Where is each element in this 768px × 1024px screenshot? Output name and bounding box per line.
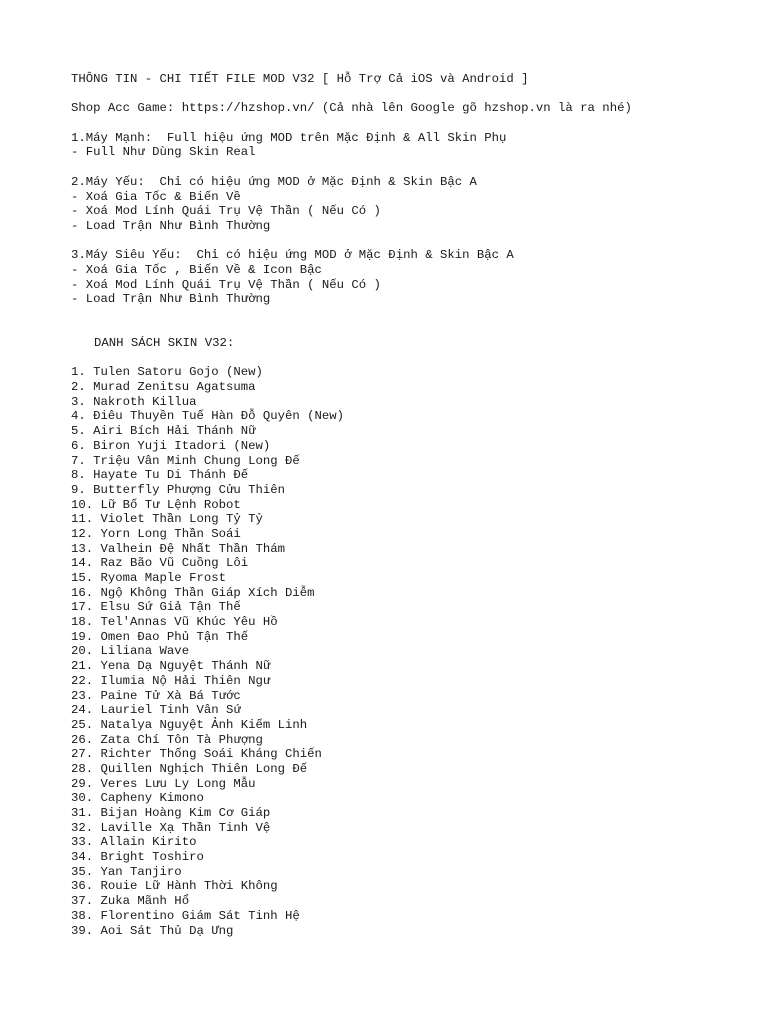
skin-list-item: 1. Tulen Satoru Gojo (New): [71, 365, 263, 380]
skin-list-item: 3. Nakroth Killua: [71, 394, 197, 409]
device-section-3: [71, 248, 751, 307]
skin-list-item: 32. Laville Xạ Thần Tinh Vệ: [71, 820, 271, 835]
document-title: THÔNG TIN - CHI TIẾT FILE MOD V32 [ Hỗ Trợ Cả iOS và Android ]: [71, 72, 529, 86]
skin-list-item: 5. Airi Bích Hải Thánh Nữ: [71, 424, 256, 439]
section-bullet: - Xoá Mod Lính Quái Trụ Vệ Thần ( Nếu Có ): [71, 204, 381, 219]
skin-list-item: 11. Violet Thần Long Tỷ Tỷ: [71, 512, 263, 527]
device-section-2: [71, 175, 751, 234]
skin-list-item: 29. Veres Lưu Ly Long Mẫu: [71, 776, 256, 791]
skin-list-item: 21. Yena Dạ Nguyệt Thánh Nữ: [71, 659, 271, 674]
skin-list-item: 13. Valhein Đệ Nhất Thần Thám: [71, 541, 286, 556]
skin-list-item: 7. Triệu Vân Minh Chung Long Đế: [71, 453, 300, 468]
skin-list-item: 18. Tel'Annas Vũ Khúc Yêu Hồ: [71, 615, 278, 630]
skin-list-item: 2. Murad Zenitsu Agatsuma: [71, 380, 256, 395]
skin-list-item: 10. Lữ Bố Tư Lệnh Robot: [71, 497, 241, 512]
skin-list-item: 31. Bijan Hoàng Kim Cơ Giáp: [71, 806, 271, 820]
section-bullet: - Xoá Gia Tốc & Biến Về: [71, 189, 241, 204]
document-page: [71, 72, 751, 938]
skin-list-item: 28. Quillen Nghịch Thiên Long Đế: [71, 761, 308, 776]
skin-list-item: 17. Elsu Sứ Giả Tận Thế: [71, 600, 241, 615]
section-heading: 2.Máy Yếu: Chỉ có hiệu ứng MOD ở Mặc Định & Skin Bậc A: [71, 174, 477, 189]
device-section-1: [71, 131, 751, 160]
section-heading: 1.Máy Mạnh: Full hiệu ứng MOD trên Mặc Định & All Skin Phụ: [71, 130, 507, 145]
skin-list-item: 30. Capheny Kimono: [71, 791, 204, 806]
skin-list-item: 36. Rouie Lữ Hành Thời Không: [71, 879, 278, 894]
skin-list-item: 9. Butterfly Phượng Cửu Thiên: [71, 482, 286, 497]
skin-list-item: 27. Richter Thống Soái Kháng Chiến: [71, 747, 322, 762]
skin-list-item: 33. Allain Kirito: [71, 835, 197, 850]
skin-list-item: 14. Raz Bão Vũ Cuồng Lôi: [71, 556, 249, 571]
section-bullet: - Xoá Gia Tốc , Biến Về & Icon Bậc: [71, 262, 322, 277]
skin-list-item: 15. Ryoma Maple Frost: [71, 571, 226, 585]
skin-list-item: 6. Biron Yuji Itadori (New): [71, 438, 271, 453]
section-bullet: - Full Như Dùng Skin Real: [71, 145, 256, 160]
section-heading: 3.Máy Siêu Yếu: Chỉ có hiệu ứng MOD ở Mặc Định & Skin Bậc A: [71, 248, 514, 263]
skin-list-item: 22. Ilumia Nộ Hải Thiên Ngư: [71, 673, 271, 688]
skin-list-item: 19. Omen Đao Phủ Tận Thế: [71, 629, 249, 644]
skin-list-item: 39. Aoi Sát Thủ Dạ Ưng: [71, 923, 234, 938]
skin-list-heading: DANH SÁCH SKIN V32:: [94, 336, 235, 350]
device-sections: [71, 131, 751, 307]
skin-list-item: 35. Yan Tanjiro: [71, 864, 182, 879]
skin-list-item: 12. Yorn Long Thần Soái: [71, 526, 241, 541]
section-bullet: - Xoá Mod Lính Quái Trụ Vệ Thần ( Nếu Có ): [71, 277, 381, 292]
skin-list-item: 38. Florentino Giám Sát Tinh Hệ: [71, 908, 300, 923]
skin-list-item: 26. Zata Chí Tôn Tà Phượng: [71, 732, 263, 747]
skin-list-item: 34. Bright Toshiro: [71, 850, 204, 865]
skin-list-item: 4. Điêu Thuyền Tuế Hàn Đỗ Quyên (New): [71, 409, 345, 424]
skin-list-item: 24. Lauriel Tinh Vân Sứ: [71, 703, 241, 718]
skin-list-item: 16. Ngộ Không Thần Giáp Xích Diễm: [71, 585, 315, 600]
skin-list-item: 23. Paine Tử Xà Bá Tước: [71, 688, 241, 703]
skin-list: [71, 365, 751, 938]
skin-list-item: 25. Natalya Nguyệt Ảnh Kiếm Linh: [71, 717, 308, 732]
skin-list-item: 20. Liliana Wave: [71, 644, 190, 659]
section-bullet: - Load Trận Như Bình Thường: [71, 218, 271, 233]
skin-list-item: 8. Hayate Tu Di Thánh Đế: [71, 468, 249, 483]
shop-line: Shop Acc Game: https://hzshop.vn/ (Cả nhà lên Google gõ hzshop.vn là ra nhé): [71, 101, 632, 116]
skin-list-item: 37. Zuka Mãnh Hổ: [71, 894, 190, 909]
section-bullet: - Load Trận Như Bình Thường: [71, 292, 271, 307]
